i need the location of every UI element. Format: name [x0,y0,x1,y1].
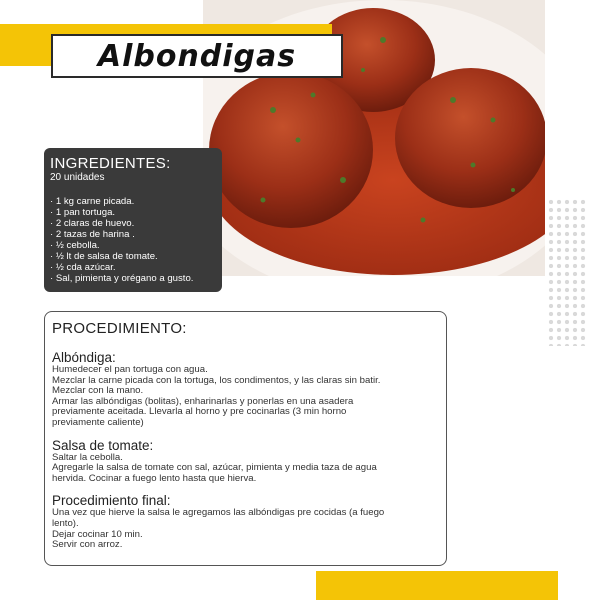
section-title: Salsa de tomate: [52,437,154,453]
step-line: Mezclar la carne picada con la tortuga, los condimentos, y las claras sin batir. [52,374,381,386]
ingredient-item: · 2 claras de huevo. [50,218,135,229]
ingredient-item: · 1 pan tortuga. [50,207,116,218]
ingredient-item: · ½ cda azúcar. [50,262,116,273]
section-title: Procedimiento final: [52,493,171,509]
step-line: Saltar la cebolla. [52,451,123,463]
step-line: Una vez que hierve la salsa le agregamos las albóndigas pre cocidas (a fuego [52,507,385,519]
dot-pattern-decoration [547,198,587,346]
step-line: Dejar cocinar 10 min. [52,528,143,540]
step-line: Humedecer el pan tortuga con agua. [52,364,208,375]
ingredient-item: · 2 tazas de harina . [50,229,135,240]
ingredients-heading: INGREDIENTES: [50,155,171,172]
ingredients-card [44,148,222,292]
bottom-accent-bar [316,571,558,600]
step-line: lento). [52,517,79,529]
ingredients-list [50,196,216,284]
ingredient-item: · Sal, pimienta y orégano a gusto. [50,273,194,284]
step-line: Armar las albóndigas (bolitas), enharinarlas y ponerlas en una asadera [52,395,354,407]
procedure-heading: PROCEDIMIENTO: [52,320,187,337]
step-line: previamente aceitada. Llevarla al horno y pre cocinarlas (3 min horno [52,406,347,418]
procedure-box [44,311,447,566]
ingredient-item: · 1 kg carne picada. [50,196,135,207]
ingredient-item: · ½ lt de salsa de tomate. [50,251,158,262]
procedure-section-albondiga [52,351,439,429]
section-title: Albóndiga: [52,350,116,365]
step-line: hervida. Cocinar a fuego lento hasta que hierva. [52,472,257,484]
page-title: Albondigas [97,38,297,74]
ingredient-item: · ½ cebolla. [50,240,100,251]
procedure-section-final [52,494,439,550]
step-line: Mezclar con la mano. [52,385,144,397]
procedure-section-salsa [52,439,439,485]
servings-text: 20 unidades [50,172,105,183]
step-line: Agregarle la salsa de tomate con sal, azúcar, pimienta y media taza de agua [52,462,377,474]
step-line: Servir con arroz. [52,539,123,551]
step-line: previamente caliente) [52,416,144,428]
title-frame [51,34,343,78]
